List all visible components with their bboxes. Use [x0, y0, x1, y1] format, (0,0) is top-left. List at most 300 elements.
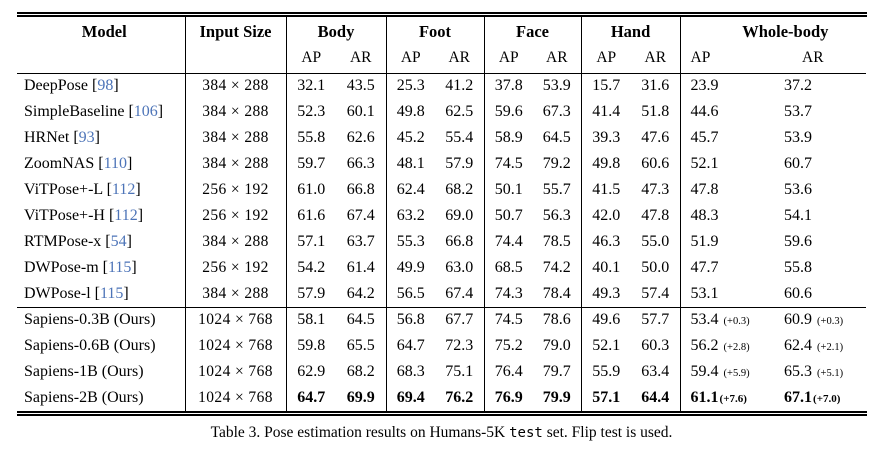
metric-value: 52.1: [592, 337, 621, 354]
table-caption: [0, 424, 883, 442]
metric-cell: [286, 73, 336, 99]
metric-cell: [386, 281, 435, 307]
metric-cell: [772, 255, 866, 281]
metric-cell: [336, 73, 386, 99]
metric-cell: [680, 281, 772, 307]
header-ar-body: AR: [336, 48, 386, 73]
metric-value: 53.6: [784, 181, 813, 198]
metric-cell: [680, 151, 772, 177]
metric-cell: [581, 99, 631, 125]
metric-delta: (+2.1): [817, 342, 844, 353]
metric-value: 67.1: [784, 389, 813, 406]
metric-value: 57.1: [297, 233, 326, 250]
model-cell: [17, 385, 185, 411]
metric-value: 59.4: [690, 363, 719, 380]
metric-cell: [533, 229, 581, 255]
model-cell: [17, 73, 185, 99]
metric-cell: [336, 255, 386, 281]
metric-cell: [336, 229, 386, 255]
metric-cell: [484, 385, 533, 411]
metric-cell: [581, 73, 631, 99]
metric-cell: [631, 229, 680, 255]
metric-cell: [386, 255, 435, 281]
metric-value: 79.7: [542, 363, 571, 380]
metric-value: 61.6: [297, 207, 326, 224]
cite-close-bracket: ]: [94, 129, 100, 146]
citation-link[interactable]: 112: [114, 207, 138, 224]
metric-value: 63.0: [445, 259, 474, 276]
model-cell: [17, 151, 185, 177]
model-cell: [17, 177, 185, 203]
metric-cell: [484, 151, 533, 177]
model-cell: [17, 229, 185, 255]
metric-cell: [435, 125, 484, 151]
metric-cell: [336, 125, 386, 151]
metric-value: 57.9: [445, 155, 474, 172]
metric-value: 74.5: [494, 155, 523, 172]
metric-value: 78.4: [542, 284, 571, 302]
input-size-cell: 384 × 288: [185, 281, 286, 307]
metric-value: 65.3: [784, 363, 813, 380]
metric-value: 52.1: [690, 155, 719, 172]
metric-cell: [631, 281, 680, 307]
metric-value: 79.9: [542, 389, 571, 406]
metric-cell: [286, 125, 336, 151]
metric-cell: [336, 203, 386, 229]
metric-value: 67.4: [445, 284, 474, 302]
metric-cell: [772, 333, 866, 359]
metric-value: 76.4: [494, 363, 523, 380]
metric-value: 49.8: [592, 155, 621, 172]
metric-cell: [386, 125, 435, 151]
table-row: [17, 229, 866, 255]
cite-close-bracket: ]: [126, 155, 133, 172]
metric-value: 78.5: [542, 233, 571, 250]
metric-value: 57.1: [592, 389, 621, 406]
metric-cell: [533, 151, 581, 177]
metric-value: 42.0: [592, 207, 621, 224]
citation-link[interactable]: 98: [97, 77, 114, 95]
metric-value: 68.2: [346, 363, 375, 380]
metric-cell: [581, 125, 631, 151]
input-size-cell: 256 × 192: [185, 177, 286, 203]
cite-close-bracket: ]: [137, 207, 144, 224]
citation-link[interactable]: 106: [133, 103, 158, 120]
metric-value: 53.9: [784, 129, 813, 146]
input-size-cell: 384 × 288: [185, 125, 286, 151]
metric-value: 41.4: [592, 103, 621, 120]
metric-value: 44.6: [690, 103, 719, 120]
metric-cell: [680, 73, 772, 99]
model-cell: [17, 333, 185, 359]
metric-cell: [581, 203, 631, 229]
metric-value: 67.3: [542, 103, 571, 120]
metric-delta: (+0.3): [723, 316, 750, 328]
metric-value: 57.7: [641, 311, 670, 329]
metric-value: 53.7: [784, 103, 813, 120]
metric-cell: [631, 307, 680, 333]
metric-cell: [631, 333, 680, 359]
header-ap-body: AP: [286, 48, 336, 73]
metric-cell: [680, 177, 772, 203]
metric-cell: [631, 359, 680, 385]
metric-value: 68.3: [396, 363, 425, 380]
table-row: [17, 73, 866, 99]
metric-cell: [680, 255, 772, 281]
metric-cell: [533, 255, 581, 281]
metric-value: 52.3: [297, 103, 326, 120]
header-ap-foot: AP: [386, 48, 435, 73]
metric-value: 23.9: [690, 77, 719, 95]
metric-value: 62.4: [396, 181, 425, 198]
input-size-cell: 384 × 288: [185, 229, 286, 255]
model-name: HRNet: [24, 129, 70, 146]
metric-cell: [386, 385, 435, 411]
metric-value: 46.3: [592, 233, 621, 250]
metric-value: 55.8: [297, 129, 326, 146]
metric-cell: [533, 333, 581, 359]
metric-cell: [435, 359, 484, 385]
results-table-wrap: [17, 12, 867, 416]
citation-link[interactable]: 112: [111, 181, 136, 198]
metric-value: 69.0: [445, 207, 474, 224]
model-name: Sapiens-0.6B (Ours): [24, 337, 156, 354]
metric-value: 75.2: [494, 337, 523, 354]
metric-cell: [435, 229, 484, 255]
input-size-cell: 1024 × 768: [185, 359, 286, 385]
metric-value: 60.7: [784, 155, 813, 172]
table-row: [17, 281, 866, 307]
metric-cell: [336, 99, 386, 125]
header-ar-face: AR: [533, 48, 581, 73]
metric-value: 62.9: [297, 363, 326, 380]
metric-value: 53.1: [690, 284, 719, 302]
metric-value: 48.1: [396, 155, 425, 172]
metric-cell: [581, 281, 631, 307]
metric-value: 41.5: [592, 181, 621, 198]
metric-value: 64.7: [297, 389, 326, 406]
metric-value: 64.5: [346, 311, 375, 329]
header-ap-face: AP: [484, 48, 533, 73]
metric-value: 74.4: [494, 233, 523, 250]
citation-link[interactable]: 54: [110, 233, 127, 250]
metric-value: 64.2: [346, 284, 375, 302]
metric-cell: [286, 151, 336, 177]
caption-text-prefix: Table 3. Pose estimation results on Humans-5K: [210, 424, 510, 441]
metric-cell: [435, 385, 484, 411]
cite-open-bracket: [: [105, 233, 111, 250]
header-ar-hand: AR: [631, 48, 680, 73]
metric-value: 15.7: [592, 77, 621, 95]
metric-cell: [286, 99, 336, 125]
metric-cell: [336, 307, 386, 333]
metric-value: 55.3: [396, 233, 425, 250]
metric-value: 64.7: [396, 337, 425, 354]
citation-link[interactable]: 110: [103, 155, 127, 172]
header-input-size: Input Size: [185, 17, 286, 73]
metric-value: 61.0: [297, 181, 326, 198]
metric-delta: (+5.9): [723, 368, 750, 379]
metric-value: 58.9: [494, 129, 523, 146]
metric-cell: [772, 73, 866, 99]
input-size-cell: 384 × 288: [185, 99, 286, 125]
metric-value: 61.1: [690, 389, 719, 406]
metric-cell: [435, 99, 484, 125]
cite-close-bracket: ]: [157, 103, 164, 120]
metric-value: 45.7: [690, 129, 719, 146]
metric-value: 32.1: [297, 77, 326, 95]
table-row: [17, 203, 866, 229]
input-size-cell: 256 × 192: [185, 255, 286, 281]
metric-cell: [286, 229, 336, 255]
model-name: DeepPose: [24, 77, 88, 95]
metric-cell: [484, 229, 533, 255]
metric-value: 47.3: [641, 181, 670, 198]
model-name: RTMPose-x: [24, 233, 102, 250]
model-name: Sapiens-1B (Ours): [24, 363, 144, 380]
metric-value: 58.1: [297, 311, 326, 329]
metric-value: 60.3: [641, 337, 670, 354]
metric-value: 51.8: [641, 103, 670, 120]
metric-delta: (+2.8): [723, 342, 750, 353]
metric-value: 55.9: [592, 363, 621, 380]
metric-value: 59.6: [494, 103, 523, 120]
citation-link[interactable]: 115: [107, 259, 132, 276]
header-group-hand: Hand: [581, 17, 680, 48]
metric-cell: [484, 177, 533, 203]
table-row: [17, 307, 866, 333]
metric-cell: [581, 229, 631, 255]
metric-cell: [631, 177, 680, 203]
cite-close-bracket: ]: [135, 181, 141, 198]
metric-cell: [336, 151, 386, 177]
metric-cell: [533, 177, 581, 203]
header-ap-hand: AP: [581, 48, 631, 73]
metric-cell: [533, 359, 581, 385]
cite-close-bracket: ]: [126, 233, 132, 250]
metric-cell: [631, 203, 680, 229]
metric-cell: [336, 359, 386, 385]
model-cell: [17, 255, 185, 281]
cite-open-bracket: [: [91, 77, 98, 95]
metric-value: 47.8: [641, 207, 670, 224]
metric-value: 59.7: [297, 155, 326, 172]
metric-cell: [484, 333, 533, 359]
metric-cell: [336, 281, 386, 307]
metric-cell: [680, 359, 772, 385]
metric-cell: [581, 177, 631, 203]
header-group-whole-body: Whole-body: [680, 17, 866, 48]
table-row: [17, 151, 866, 177]
metric-value: 56.5: [396, 284, 425, 302]
metric-value: 56.3: [542, 207, 571, 224]
metric-value: 54.2: [297, 259, 326, 276]
cite-close-bracket: ]: [131, 259, 137, 276]
model-cell: [17, 203, 185, 229]
metric-cell: [581, 359, 631, 385]
metric-delta: (+7.0): [813, 393, 841, 405]
cite-open-bracket: [: [102, 259, 108, 276]
metric-value: 53.9: [542, 77, 571, 95]
metric-cell: [533, 125, 581, 151]
model-name: SimpleBaseline: [24, 103, 125, 120]
metric-value: 31.6: [641, 77, 670, 95]
model-name: DWPose-m: [24, 259, 99, 276]
cite-close-bracket: ]: [123, 284, 129, 302]
input-size-cell: 1024 × 768: [185, 307, 286, 333]
metric-cell: [772, 307, 866, 333]
table-row: [17, 385, 866, 411]
header-ap-whole-body: AP: [680, 48, 772, 73]
metric-value: 62.4: [784, 337, 813, 354]
metric-cell: [680, 99, 772, 125]
metric-cell: [772, 281, 866, 307]
metric-value: 62.5: [445, 103, 474, 120]
metric-value: 66.8: [346, 181, 375, 198]
metric-cell: [533, 307, 581, 333]
metric-value: 49.3: [592, 284, 621, 302]
metric-cell: [484, 125, 533, 151]
metric-cell: [533, 99, 581, 125]
metric-cell: [286, 281, 336, 307]
metric-value: 68.2: [445, 181, 474, 198]
metric-cell: [286, 359, 336, 385]
metric-cell: [484, 307, 533, 333]
metric-value: 62.6: [346, 129, 375, 146]
metric-cell: [680, 125, 772, 151]
table-row: [17, 359, 866, 385]
metric-value: 61.4: [346, 259, 375, 276]
table-row: [17, 125, 866, 151]
metric-cell: [386, 151, 435, 177]
metric-cell: [581, 385, 631, 411]
metric-value: 76.9: [494, 389, 523, 406]
citation-link[interactable]: 93: [78, 129, 95, 146]
metric-cell: [484, 73, 533, 99]
metric-value: 78.6: [542, 311, 571, 329]
metric-value: 50.7: [494, 207, 523, 224]
header-group-body: Body: [286, 17, 386, 48]
metric-value: 60.9: [784, 311, 813, 329]
metric-cell: [772, 177, 866, 203]
input-size-cell: 256 × 192: [185, 203, 286, 229]
table-body: [17, 73, 866, 411]
metric-cell: [484, 359, 533, 385]
metric-value: 25.3: [396, 77, 425, 95]
metric-value: 76.2: [445, 389, 474, 406]
metric-cell: [435, 73, 484, 99]
metric-cell: [336, 385, 386, 411]
model-cell: [17, 99, 185, 125]
header-group-row: [17, 17, 866, 48]
metric-cell: [533, 281, 581, 307]
metric-cell: [435, 177, 484, 203]
metric-cell: [435, 333, 484, 359]
metric-cell: [484, 203, 533, 229]
metric-cell: [772, 125, 866, 151]
metric-cell: [533, 203, 581, 229]
metric-cell: [386, 307, 435, 333]
metric-cell: [386, 229, 435, 255]
model-cell: [17, 359, 185, 385]
metric-value: 57.4: [641, 284, 670, 302]
metric-cell: [484, 99, 533, 125]
metric-value: 39.3: [592, 129, 621, 146]
metric-cell: [631, 385, 680, 411]
metric-value: 47.8: [690, 181, 719, 198]
cite-open-bracket: [: [106, 181, 112, 198]
model-name: DWPose-l: [24, 284, 91, 302]
metric-value: 74.2: [542, 259, 571, 276]
model-name: Sapiens-0.3B (Ours): [24, 311, 156, 329]
cite-close-bracket: ]: [113, 77, 119, 95]
input-size-cell: 384 × 288: [185, 73, 286, 99]
cite-open-bracket: [: [108, 207, 115, 224]
metric-cell: [336, 177, 386, 203]
table-row: [17, 333, 866, 359]
metric-value: 49.8: [396, 103, 425, 120]
results-table: [17, 17, 866, 411]
metric-value: 60.6: [641, 155, 670, 172]
metric-cell: [484, 255, 533, 281]
citation-link[interactable]: 115: [99, 284, 124, 302]
metric-cell: [772, 203, 866, 229]
metric-cell: [680, 203, 772, 229]
metric-cell: [286, 385, 336, 411]
metric-cell: [772, 99, 866, 125]
input-size-cell: 1024 × 768: [185, 333, 286, 359]
metric-value: 47.6: [641, 129, 670, 146]
metric-value: 55.4: [445, 129, 474, 146]
metric-value: 37.8: [494, 77, 523, 95]
header-group-foot: Foot: [386, 17, 484, 48]
metric-cell: [680, 333, 772, 359]
metric-cell: [286, 333, 336, 359]
metric-value: 43.5: [346, 77, 375, 95]
metric-value: 40.1: [592, 259, 621, 276]
metric-cell: [631, 99, 680, 125]
metric-cell: [435, 203, 484, 229]
metric-cell: [581, 333, 631, 359]
metric-cell: [386, 177, 435, 203]
input-size-cell: 1024 × 768: [185, 385, 286, 411]
metric-value: 55.0: [641, 233, 670, 250]
metric-value: 66.3: [346, 155, 375, 172]
table-row: [17, 99, 866, 125]
metric-cell: [772, 385, 866, 411]
metric-value: 67.4: [346, 207, 375, 224]
metric-value: 50.1: [494, 181, 523, 198]
cite-open-bracket: [: [73, 129, 79, 146]
metric-cell: [581, 307, 631, 333]
metric-cell: [484, 281, 533, 307]
metric-cell: [581, 151, 631, 177]
metric-value: 69.9: [346, 389, 375, 406]
input-size-cell: 384 × 288: [185, 151, 286, 177]
metric-cell: [435, 255, 484, 281]
metric-cell: [286, 255, 336, 281]
metric-cell: [631, 151, 680, 177]
metric-value: 66.8: [445, 233, 474, 250]
metric-value: 56.8: [396, 311, 425, 329]
metric-cell: [286, 307, 336, 333]
metric-cell: [772, 151, 866, 177]
metric-value: 67.7: [445, 311, 474, 329]
model-name: ViTPose+-H: [24, 207, 105, 224]
header-group-face: Face: [484, 17, 581, 48]
metric-cell: [772, 359, 866, 385]
metric-delta: (+5.1): [817, 368, 844, 379]
